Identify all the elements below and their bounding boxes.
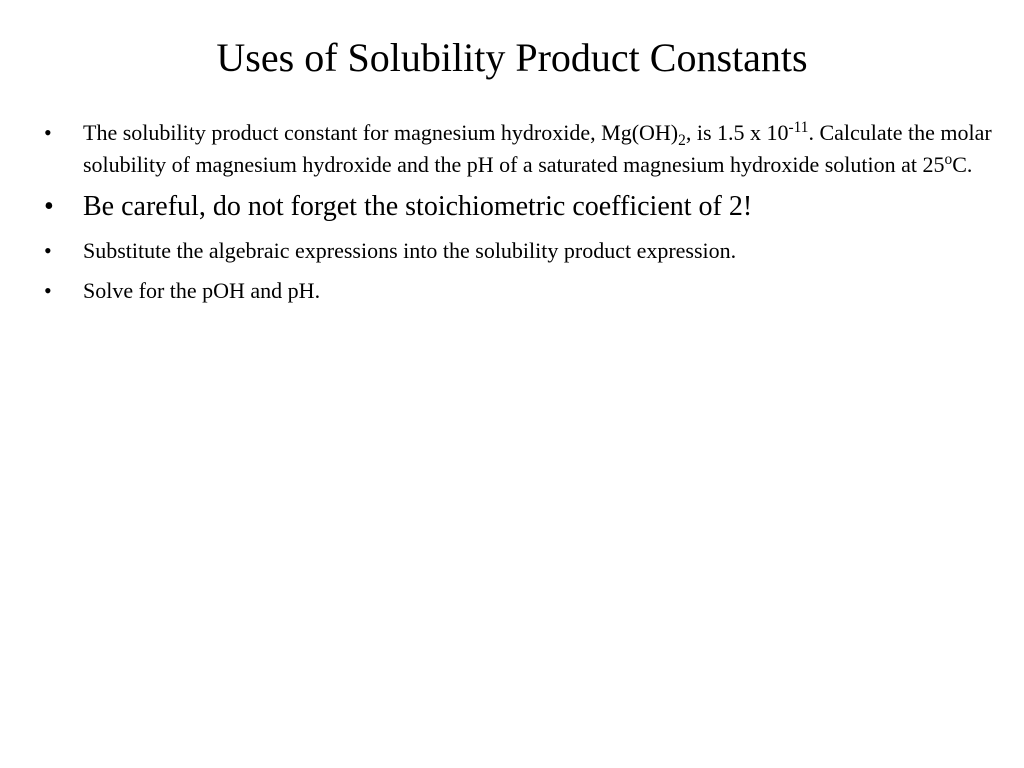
problem-text-part-3: . Calculate the molar solubility of magnesium hydroxide and the pH of a saturated magnesium hydroxide solution at 25 <box>83 120 992 177</box>
problem-text-part-4: C. <box>952 152 973 177</box>
problem-text-part-2: , is 1.5 x 10 <box>685 120 789 145</box>
bullet-item-caution <box>44 187 994 227</box>
bullet-item-solve <box>44 275 994 307</box>
bullet-text-solve: Solve for the pOH and pH. <box>83 278 321 303</box>
bullet-item-problem <box>44 117 994 181</box>
bullet-dot-icon: • <box>44 120 52 145</box>
problem-text-part-1: The solubility product constant for magnesium hydroxide, Mg(OH) <box>83 120 679 145</box>
bullet-item-substitute <box>44 235 994 267</box>
bullet-text-problem <box>83 120 992 177</box>
bullet-text-caution: Be careful, do not forget the stoichiometric coefficient of 2! <box>83 191 753 222</box>
bullet-text-substitute: Substitute the algebraic expressions into the solubility product expression. <box>83 238 737 263</box>
superscript-exponent: -11 <box>788 118 809 136</box>
subscript-2: 2 <box>678 132 686 150</box>
bullet-list <box>44 117 994 307</box>
slide-title: Uses of Solubility Product Constants <box>216 35 808 80</box>
bullet-dot-icon: • <box>44 191 54 222</box>
bullet-dot-icon: • <box>44 238 52 263</box>
bullet-dot-icon: • <box>44 278 52 303</box>
degree-superscript: o <box>944 150 953 168</box>
